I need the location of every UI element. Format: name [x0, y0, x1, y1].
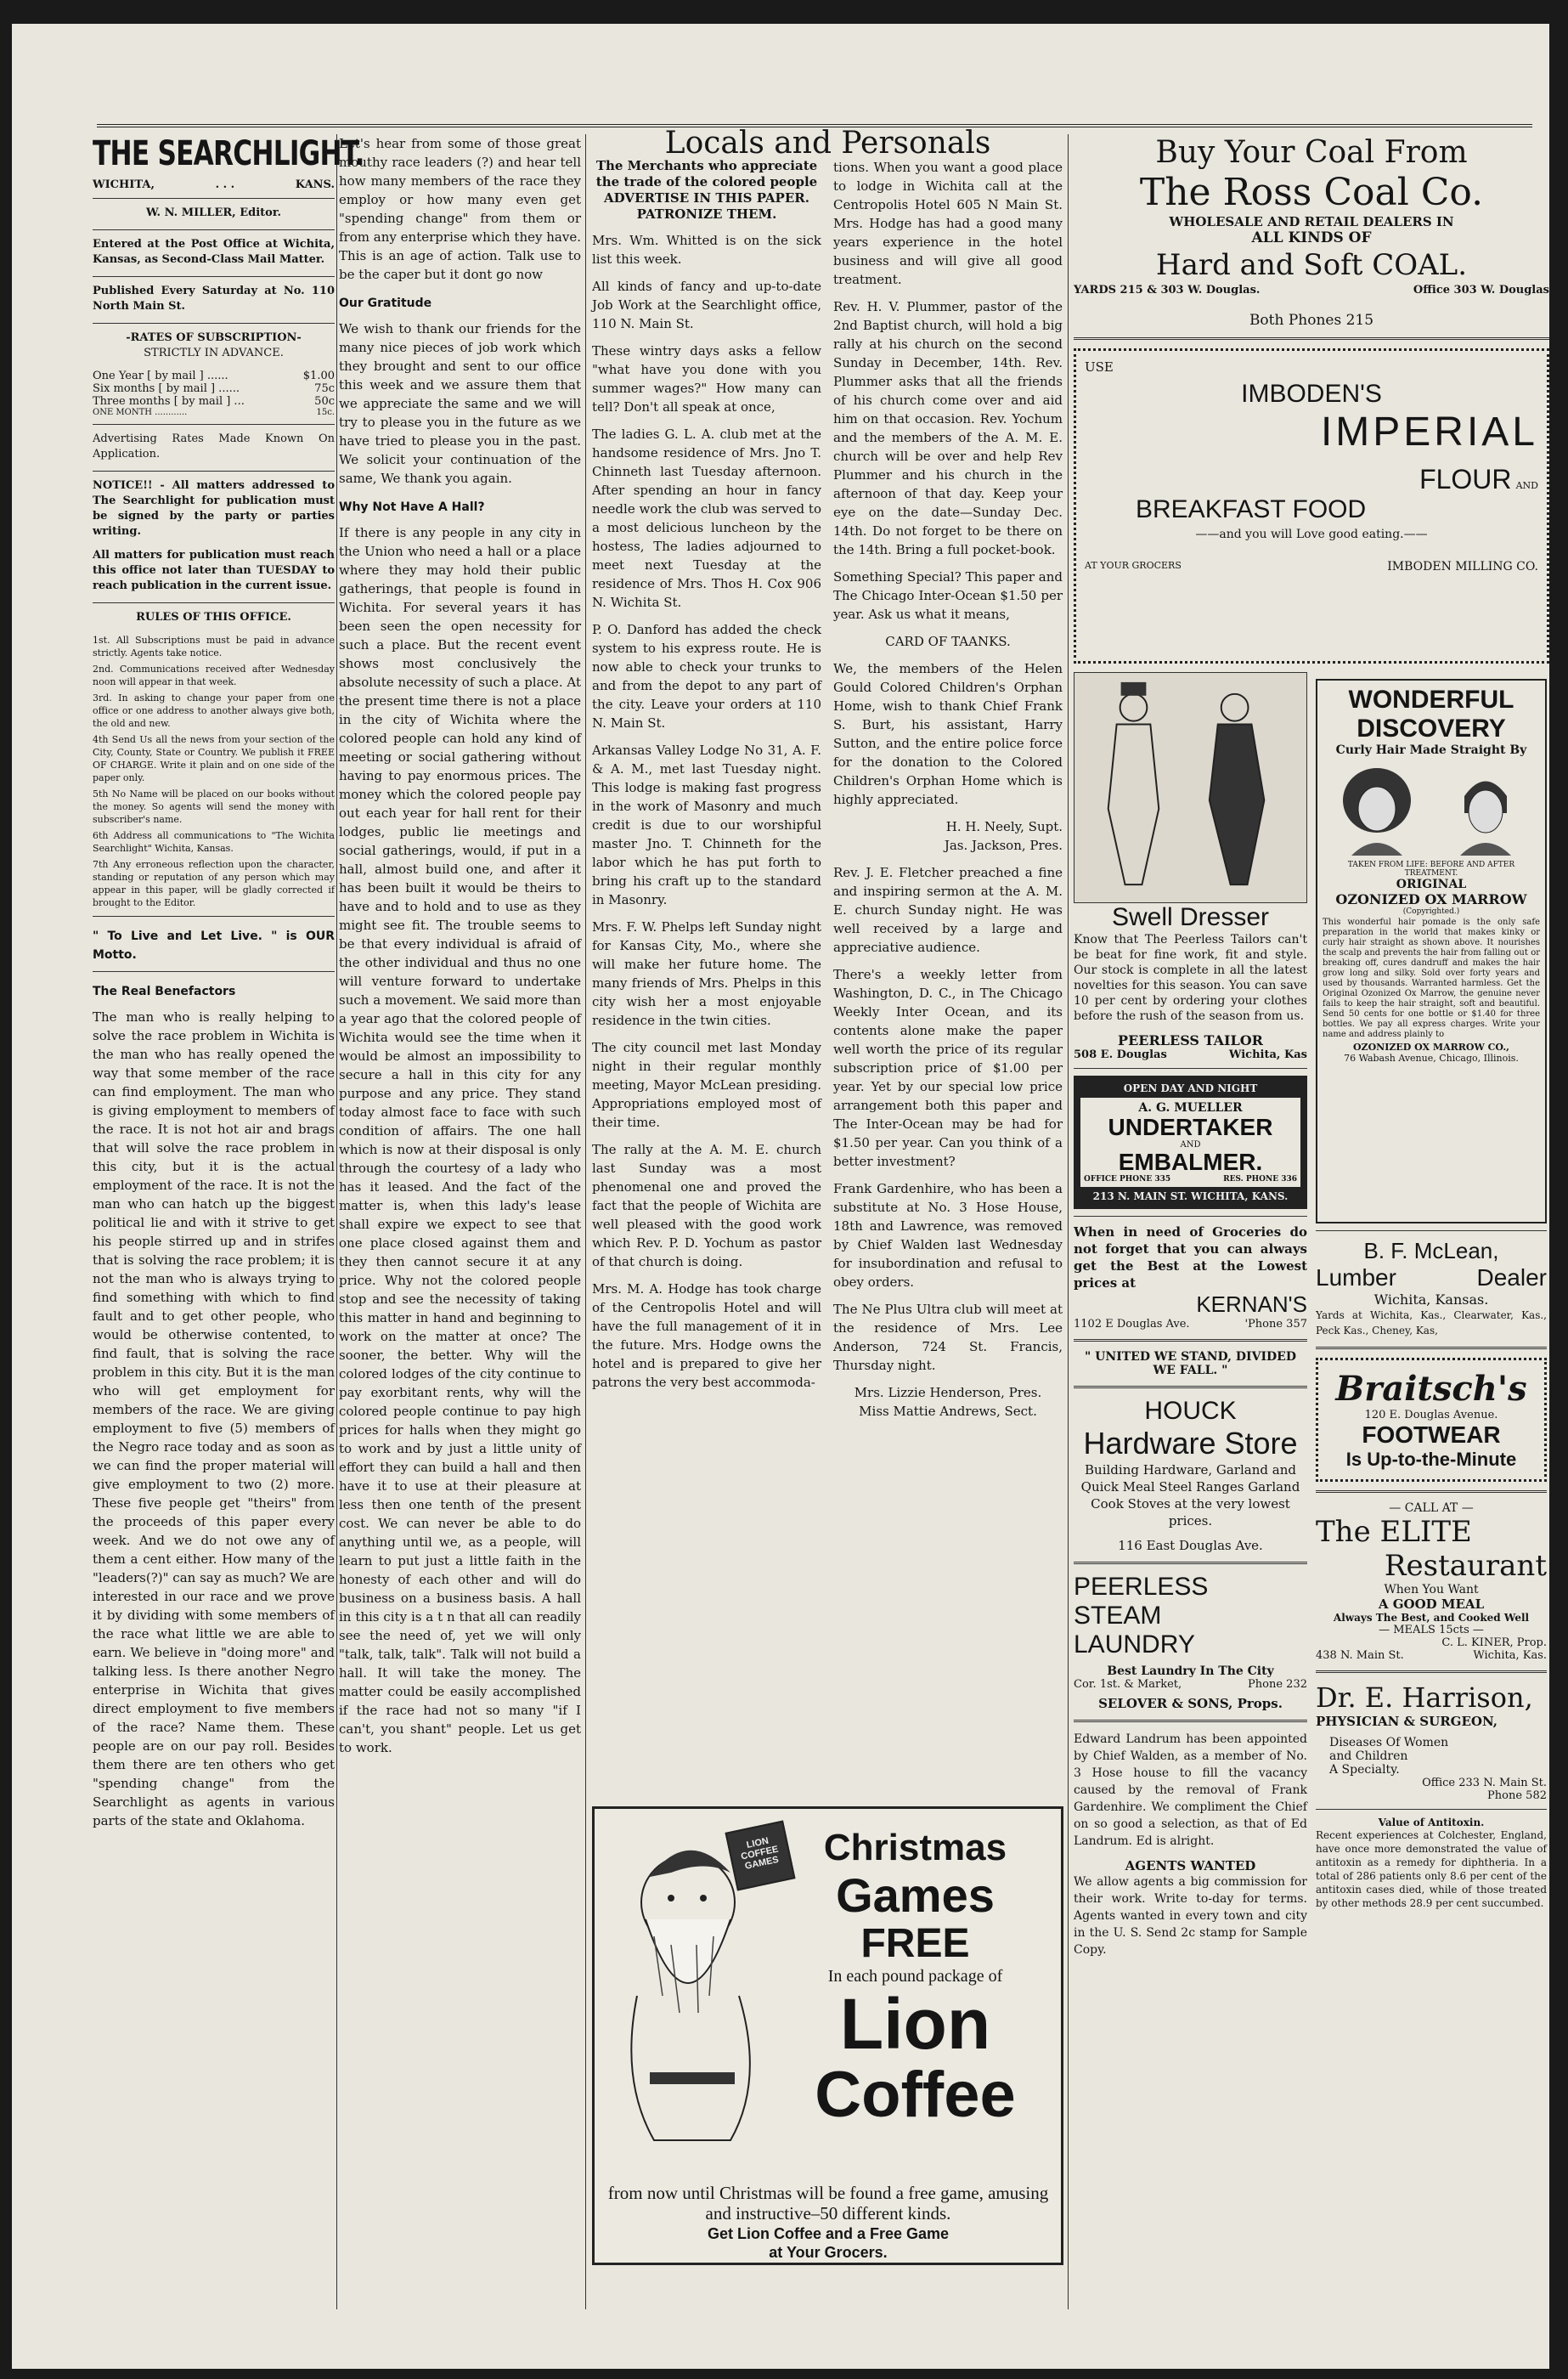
local-item: Rev. H. V. Plummer, pastor of the 2nd Baptist church, will hold a big rally at his church on the second Sunday in December, 14th. Rev. Plummer asks that all the friends of his church come over and aid him on that occasion. Rev. Yochum and the members of the A. M. E. church will be over and help Rev Plummer and his church in the afternoon of that day. Keep your eye on the date—Sunday Dec. 14th. Do not forget to be there on the 14th. Bring a full pocket-book. — [833, 299, 1063, 557]
local-item: Something Special? This paper and The Chicago Inter-Ocean $1.50 per year. Ask us what it means, — [833, 569, 1063, 622]
gentlemen-illustration — [1074, 673, 1306, 902]
locals-left — [592, 158, 821, 1429]
column-divider — [1068, 134, 1069, 2309]
undertaker-ad-panel — [1080, 1098, 1300, 1187]
leaders-paragraph: Let's hear from some of those great mouthy race leaders (?) and hear tell how many members of the race they employ or how many even get "spending change" from them or from any enterprise which they have. This is an age of action. Talk use to be the caper but it dont go now — [339, 136, 581, 282]
rate-row — [93, 382, 335, 395]
rule-item: 5th No Name will be placed on our books without the money. So agents will send the money with subscriber's name. — [93, 788, 335, 825]
undertaker-ad — [1074, 1076, 1307, 1209]
harrison-ad-phone: Phone 582 — [1487, 1789, 1547, 1802]
undertaker-ad-undertaker: UNDERTAKER — [1108, 1114, 1273, 1140]
braitsch-ad-slogan: Is Up-to-the-Minute — [1345, 1449, 1517, 1470]
tailor-ad-text: Know that The Peerless Tailors can't be beat for fine work, fit and style. Our stock is complete in all the latest novelties for this season. You can save 10 per cent by ordering your clothes before the rush of the season from us. — [1074, 933, 1307, 1023]
elite-ad-street: 438 N. Main St. — [1316, 1649, 1404, 1662]
divider — [1316, 1347, 1547, 1349]
lion-ad-detail: from now until Christmas will be found a free game, amusing and instructive–50 different kinds. — [607, 2183, 1049, 2224]
flour-ad-use: USE — [1085, 359, 1114, 375]
flour-ad-brand: IMBODEN'S — [1241, 380, 1382, 408]
tailor-illustration — [1074, 672, 1307, 903]
deadline-notice: All matters for publication must reach this office not later than TUESDAY to reach publication in the current issue. — [93, 549, 335, 592]
flour-ad-footer — [1085, 560, 1538, 574]
grocery-ad-name: KERNAN'S — [1196, 1291, 1307, 1317]
divider — [1316, 1230, 1547, 1231]
houck-ad-store: Hardware Store — [1083, 1426, 1298, 1461]
local-item: P. O. Danford has added the check system to his express route. He is now able to check your trunks to and from the depot to any part of the city. Leave your orders at 110 N. Main St. — [592, 622, 821, 731]
lumber-ad-name: B. F. McLean, — [1363, 1238, 1499, 1263]
local-item: Rev. J. E. Fletcher preached a fine and inspiring sermon at the A. M. E. church Sunday night. He was well received by a large and appreciative audience. — [833, 865, 1063, 955]
discovery-ad-product: OZONIZED OX MARROW — [1335, 891, 1527, 907]
undertaker-ad-embalmer: EMBALMER. — [1118, 1149, 1263, 1175]
undertaker-ad-address: 213 N. MAIN ST. WICHITA, KANS. — [1092, 1190, 1289, 1202]
tailor-ad-city: Wichita, Kas — [1228, 1048, 1307, 1061]
discovery-ad — [1316, 679, 1547, 1223]
coal-ad-kinds: ALL KINDS OF — [1251, 229, 1372, 246]
discovery-ad-copyright: (Copyrighted.) — [1402, 907, 1460, 916]
discovery-ad-original: ORIGINAL — [1396, 878, 1467, 891]
column-2 — [339, 134, 581, 1766]
flour-ad-love: ——and you will Love good eating.—— — [1195, 528, 1428, 541]
tailor-ad-address — [1074, 1048, 1307, 1061]
locals-title: Locals and Personals — [664, 126, 991, 161]
masthead-dateline — [93, 178, 335, 191]
rates-subtitle: STRICTLY IN ADVANCE. — [144, 347, 284, 359]
flour-ad-company: IMBODEN MILLING CO. — [1387, 560, 1538, 574]
local-item: tions. When you want a good place to lodge in Wichita call at the Centropolis Hotel 605 N Main St. Mrs. Hodge has had a good many years experience in the hotel business and will give all good treatment. — [833, 160, 1063, 287]
local-item: Mrs. Wm. Whitted is on the sick list this week. — [592, 233, 821, 267]
laundry-ad-phone: Phone 232 — [1248, 1678, 1307, 1691]
entered-notice: Entered at the Post Office at Wichita, Kansas, as Second-Class Mail Matter. — [93, 238, 335, 266]
hall-body: If there is any people in any city in the Union who need a hall or a place where they may hold their public gatherings, that people is found in Wichita. For several years it has been seen the open necessity for such a place. But the recent event shows most conclusively the absolute necessity of such a place. At the present time there is not a place in the city of Wichita where the colored people can hold any kind of meeting or social gathering without having to pay enormous prices. The money which the colored people pay out each year for hall rent for their lodges, public lie meetings and social gatherings, would, if put in a hall, almost build one, and after it has been built it would be theirs to have and to hold and to use as they might see fit. The trouble seems to be that every individual is afraid of the other individual and thus no one will venture forward to undertake such a movement. We said more than a year ago that the colored people of Wichita would see the time when it would be almost an impossibility to secure a hall in this city for any purpose and any price. They stand today almost face to face with such condition of affairs. The one hall which is now at their disposal is only through the courtesy of a lady who has it leased. And the fact of the matter is, when this lady's lease shall expire we expect to see that one place closed against them and they then cannot secure it at any price. Why not the colored people stop and see the necessity of taking this matter in hand and beginning to work on the matter at once? The sooner, the better. Why will the colored lodges of the city continue to pay exorbitant rents, why will the colored people continue to pay high prices for halls when they might go to work and by just a little unity of effort they can build a hall and then have it to use at their pleasure at less then one tenth of the present cost. We can never be able to do anything until we, as a people, will learn to put just a little faith in the honesty of each other and will do business on a business basis. A hall in this city is a t n that all can readily see the need of, yet we will only "talk, talk, talk". Talk will not build a hall. It will take the money. The matter could be easily accomplished if the race had not so many "if I can't, you shant" people. Let us get to work. — [339, 525, 581, 1755]
laundry-ad-owners: SELOVER & SONS, Props. — [1098, 1696, 1283, 1711]
rule-item: 4th Send Us all the news from your section of the City, County, State or Country. We publish it FREE OF CHARGE. Write it plain and on one side of the paper only. — [93, 734, 335, 783]
divider — [1074, 1562, 1307, 1564]
undertaker-ad-phones — [1084, 1175, 1297, 1184]
local-item: The rally at the A. M. E. church last Sunday was a most phenomenal one and proved the fact that the people of Wichita are well pleased with the good work which Rev. P. D. Yochum as pastor of that church is doing. — [592, 1142, 821, 1269]
rule-item: 2nd. Communications received after Wednesday noon will appear in that week. — [93, 664, 335, 687]
undertaker-ad-and: AND — [1180, 1140, 1201, 1150]
lion-ad-free: FREE — [860, 1921, 970, 1966]
divider — [1316, 1809, 1547, 1810]
local-item: Arkansas Valley Lodge No 31, A. F. & A. M., met last Tuesday night. This lodge is making fast progress in the work of Masonry and much credit is due to our worshipful master Jno. T. Chinneth for the labor which he has put forth to bring his craft up to the standard in Masonry. — [592, 743, 821, 907]
harrison-ad-children: and Children — [1329, 1749, 1408, 1763]
editor-line: W. N. MILLER, Editor. — [145, 206, 282, 219]
lion-ad-coffee: Coffee — [815, 2059, 1016, 2131]
coal-ad-address — [1074, 284, 1549, 297]
rate-label: Six months [ by mail ] ...... — [93, 382, 240, 395]
lion-ad-lion: Lion — [839, 1984, 991, 2064]
rate-label: One Year [ by mail ] ...... — [93, 370, 228, 382]
gratitude-heading: Our Gratitude — [339, 297, 432, 310]
discovery-ad-discovery: DISCOVERY — [1356, 715, 1506, 743]
flour-ad-flour-line — [1085, 464, 1538, 495]
lion-ad-package: In each pound package of — [827, 1967, 1003, 1986]
tailor-ad-title: Swell Dresser — [1111, 903, 1270, 931]
flour-ad-imperial: IMPERIAL — [1320, 410, 1538, 455]
lumber-ad-city: Wichita, Kansas. — [1373, 1291, 1489, 1308]
laundry-ad-steam: STEAM — [1074, 1602, 1162, 1630]
divider — [93, 916, 335, 917]
lumber-ad-dealer: Dealer — [1476, 1264, 1547, 1291]
lumber-ad-lumber: Lumber — [1316, 1264, 1396, 1291]
rate-row — [93, 370, 335, 382]
undertaker-ad-res-phone: RES. PHONE 336 — [1223, 1175, 1297, 1184]
rule-item: 1st. All Subscriptions must be paid in advance strictly. Agents take notice. — [93, 635, 335, 658]
lion-ad-games: Games — [836, 1868, 995, 1922]
undertaker-ad-open: OPEN DAY AND NIGHT — [1123, 1082, 1258, 1094]
divider — [1074, 337, 1549, 340]
laundry-ad-street: Cor. 1st. & Market, — [1074, 1678, 1182, 1691]
masthead-city: WICHITA, — [93, 178, 155, 191]
elite-ad-want: When You Want — [1384, 1583, 1479, 1596]
undertaker-ad-name: A. G. MUELLER — [1138, 1101, 1243, 1115]
coal-ad-company: The Ross Coal Co. — [1139, 171, 1484, 214]
divider — [1074, 1339, 1307, 1342]
elite-ad-restaurant: Restaurant — [1384, 1549, 1547, 1583]
discovery-ad-portraits — [1323, 762, 1540, 856]
laundry-ad-laundry: LAUNDRY — [1074, 1630, 1195, 1659]
houck-ad-address: 116 East Douglas Ave. — [1118, 1538, 1263, 1553]
benefactors-heading: The Real Benefactors — [93, 985, 236, 998]
card-signature: Jas. Jackson, Pres. — [944, 838, 1063, 853]
lion-ad-text — [777, 1826, 1053, 2129]
elite-ad-address — [1316, 1649, 1547, 1662]
coal-ad — [1074, 134, 1549, 329]
rate-row — [93, 395, 335, 408]
undertaker-ad-office-phone: OFFICE PHONE 335 — [1084, 1175, 1171, 1184]
local-item: All kinds of fancy and up-to-date Job Work at the Searchlight office, 110 N. Main St. — [592, 279, 821, 331]
motto: " To Live and Let Live. " is OUR Motto. — [93, 930, 335, 962]
local-item: Mrs. M. A. Hodge has took charge of the Centropolis Hotel and will have the full management of it in the future. Mrs. Hodge owns the hotel and is prepared to give her patrons the very best accommoda- — [592, 1281, 821, 1390]
flour-ad-and: AND — [1515, 480, 1538, 491]
divider — [93, 971, 335, 972]
harrison-ad-title: PHYSICIAN & SURGEON, — [1316, 1714, 1497, 1729]
notice: NOTICE!! - All matters addressed to The Searchlight for publication must be signed by the party or parties writing. — [93, 479, 335, 538]
elite-ad-call: — CALL AT — — [1389, 1501, 1474, 1515]
elite-ad-always: Always The Best, and Cooked Well — [1333, 1612, 1530, 1624]
divider — [1316, 1670, 1547, 1673]
rate-price: 50c — [314, 395, 335, 408]
lumber-ad-yards: Yards at Wichita, Kas., Clearwater, Kas., Peck Kas., Cheney, Kas, — [1316, 1309, 1547, 1336]
tailor-ad-name: PEERLESS TAILOR — [1118, 1032, 1263, 1048]
flour-ad — [1074, 348, 1549, 664]
laundry-ad-address — [1074, 1678, 1307, 1691]
lumber-ad-headline — [1316, 1264, 1547, 1291]
ads-right — [1316, 672, 1547, 1967]
discovery-ad-company: OZONIZED OX MARROW CO., — [1352, 1042, 1510, 1053]
ads-grid — [1074, 672, 1549, 1967]
published-notice: Published Every Saturday at No. 110 North Main St. — [93, 285, 335, 313]
card-body: We, the members of the Helen Gould Colored Children's Orphan Home, wish to thank Chief Frank S. Burt, his assistant, Harry Sutton, and the entire police force for the donation to the Colored Children's Orphan Home which is highly appreciated. — [833, 661, 1063, 807]
lion-ad-cta: Get Lion Coffee and a Free Game — [707, 2225, 950, 2242]
lion-ad-christmas: Christmas — [823, 1827, 1007, 1868]
column-divider — [585, 134, 586, 2309]
rule-item: 3rd. In asking to change your paper from one office or one address to another always give both, the old and new. — [93, 692, 335, 729]
rules-title: RULES OF THIS OFFICE. — [136, 611, 291, 624]
harrison-ad-name: Dr. E. Harrison, — [1316, 1681, 1533, 1714]
masthead-state: KANS. — [295, 178, 335, 191]
flour-ad-grocers: AT YOUR GROCERS — [1085, 560, 1182, 571]
coffee-package: LION COFFEE GAMES — [725, 1820, 795, 1890]
coal-ad-coal: Hard and Soft COAL. — [1155, 248, 1468, 282]
rates-list — [93, 370, 335, 417]
divider — [93, 323, 335, 324]
divider — [93, 198, 335, 199]
divider — [93, 602, 335, 603]
card-title: CARD OF TAANKS. — [885, 634, 1011, 649]
newspaper-page — [12, 24, 1549, 2369]
coal-ad-phones: Both Phones 215 — [1249, 312, 1374, 329]
rate-price: 15c. — [316, 408, 335, 417]
braitsch-ad-address: 120 E. Douglas Avenue. — [1364, 1409, 1498, 1421]
divider — [1074, 1068, 1307, 1069]
laundry-ad-text: Best Laundry In The City — [1107, 1664, 1274, 1678]
discovery-ad-text: This wonderful hair pomade is the only safe preparation in the world that makes kinky or curly hair straight as shown above. It nourishes the scalp and prevents the hair from falling out or breaking off, cures dandruff and makes the hair grow long and silky. Sold over forty years and used by thousands. Warranted harmless. Get the Original Ozonized Ox Marrow, the genuine never fails to keep the hair straight, soft and beautiful. Send 50 cents for one bottle or $1.40 for three bottles. We pay all express charges. Write your name and address plainly to — [1323, 918, 1540, 1039]
after-portrait — [1443, 762, 1528, 856]
before-portrait — [1334, 762, 1419, 856]
advertising-rates: Advertising Rates Made Known On Application. — [93, 432, 335, 461]
discovery-ad-subtitle: Curly Hair Made Straight By — [1335, 743, 1527, 757]
harrison-ad-women: Diseases Of Women — [1329, 1736, 1449, 1749]
braitsch-ad — [1316, 1358, 1547, 1482]
antitoxin-text: Recent experiences at Colchester, England, have once more demonstrated the value of antitoxin as a remedy for diphtheria. In a total of 286 patients only 8.6 per cent of the antitoxin cases died, while of those treated by other methods 28.9 per cent succumbed. — [1316, 1829, 1547, 1909]
column-1 — [93, 134, 364, 1839]
rule-item: 6th Address all communications to "The Wichita Searchlight" Wichita, Kansas. — [93, 830, 335, 854]
rate-row — [93, 408, 335, 417]
braitsch-ad-name: Braitsch's — [1335, 1369, 1527, 1409]
lion-coffee-ad — [592, 1806, 1063, 2265]
local-item: These wintry days asks a fellow "what have you done with you summer wages?" How many can tell? Don't all speak at once, — [592, 343, 821, 415]
hall-heading: Why Not Have A Hall? — [339, 500, 485, 514]
elite-ad-city: Wichita, Kas. — [1473, 1649, 1547, 1662]
landrum-item: Edward Landrum has been appointed by Chief Walden, as a member of No. 3 Hose house to fill the vacancy caused by the removal of Frank Gardenhire. We compliment the Chief on so good a selection, as that of Ed Landrum. Ed is alright. — [1074, 1732, 1307, 1848]
column-divider — [336, 134, 337, 2309]
divider — [1074, 1216, 1307, 1217]
column-locals — [592, 126, 1063, 1800]
gratitude-body: We wish to thank our friends for the many nice pieces of job work which they brought and sent to our office this week and we assure them that we appreciate the same and we will try to please you in the future as we have tried to please you in the past. We solicit your continuation of the same, We thank you again. — [339, 321, 581, 486]
rate-price: 75c — [314, 382, 335, 395]
grocery-ad-phone: 'Phone 357 — [1244, 1318, 1307, 1331]
united-motto: " UNITED WE STAND, DIVIDED WE FALL. " — [1085, 1350, 1296, 1377]
coal-ad-dealers: WHOLESALE AND RETAIL DEALERS IN — [1169, 214, 1454, 229]
tailor-ad-street: 508 E. Douglas — [1074, 1048, 1167, 1061]
agents-title: AGENTS WANTED — [1125, 1858, 1256, 1873]
divider — [1316, 1490, 1547, 1493]
houck-ad-name: HOUCK — [1144, 1397, 1237, 1425]
discovery-ad-address: 76 Wabash Avenue, Chicago, Illinois. — [1344, 1053, 1519, 1064]
local-item: There's a weekly letter from Washington, D. C., in The Chicago Weekly Inter Ocean, and its contents alone make the paper well worth the price of its regular subscription price of $1.00 per year. Yet by our special low price arrangement both this paper and The Inter-Ocean may be had for $1.50 per year. Can you think of a better investment? — [833, 967, 1063, 1169]
masthead-dots: . . . — [215, 178, 235, 191]
local-item: Frank Gardenhire, who has been a substitute at No. 3 Hose House, 18th and Lawrence, was removed by Chief Walden last Wednesday for insubordination and refusal to obey orders. — [833, 1181, 1063, 1290]
grocery-ad-street: 1102 E Douglas Ave. — [1074, 1318, 1190, 1331]
elite-ad-name: The ELITE — [1316, 1515, 1472, 1549]
harrison-ad-office: Office 233 N. Main St. — [1422, 1777, 1547, 1789]
masthead-title: THE SEARCHLIGHT. — [93, 134, 364, 173]
divider — [93, 471, 335, 472]
column-ads — [1074, 134, 1549, 2360]
rate-label: ONE MONTH ............ — [93, 408, 188, 417]
braitsch-ad-footwear: FOOTWEAR — [1362, 1421, 1501, 1448]
coal-ad-headline: Buy Your Coal From — [1155, 135, 1468, 170]
discovery-ad-wonderful: WONDERFUL — [1348, 686, 1514, 714]
discovery-ad-caption: TAKEN FROM LIFE: BEFORE AND AFTER TREATMENT. — [1347, 861, 1515, 878]
ads-left — [1074, 672, 1307, 1967]
divider — [93, 229, 335, 230]
grocery-ad-address — [1074, 1318, 1307, 1331]
local-item: The ladies G. L. A. club met at the handsome residence of Mrs. Jno T. Chinneth last Tuesday afternoon. After spending an hour in fancy needle work the club was served to a most delicious luncheon by the hostess, The ladies adjourned to meet next Tuesday at the residence of Mrs. Thos H. Cox 906 N. Wichita St. — [592, 427, 821, 610]
rate-label: Three months [ by mail ] ... — [93, 395, 245, 408]
divider — [93, 424, 335, 425]
benefactors-body: The man who is really helping to solve the race problem in Wichita is the man who has really opened the way that some member of the race can find employment. The man who is giving employment to members of the race. It is not hot air and brags that will solve the race problem in this city, but it is the actual employment of the race. It is not the man who can hatch up the biggest political lie and with it strive to get his people stirred up and in strifes that is solving the race problem; it is not the man who is always trying to find something with which to find fault and to get other people, who would be otherwise contented, to find fault, that is solving the race problem in this city. But it is the man who will get employment for members of the race. We are giving employment to five (5) members of the Negro race today and as soon as we can find the proper material will give employment to two (2) more. These five people get "theirs" from the proceeds of this paper every week. And we do not owe any of them a cent either. How many of the "leaders(?)" can say as much? We are interested in our race and we prove it by dividing with some members of the race what little we are able to earn. We believe in "doing more" and talking less. Is there another Negro enterprise in Wichita that gives direct employment to five members of the race? Name them. These people are on our pay roll. Besides them there are ten others who get "spending change" from the Searchlight as agents in various parts of the state and Oklahoma. — [93, 1009, 335, 1828]
local-item: The Ne Plus Ultra club will meet at the residence of Mrs. Lee Anderson, 724 St. Francis, Thursday night. — [833, 1302, 1063, 1373]
club-signature: Miss Mattie Andrews, Sect. — [859, 1404, 1037, 1419]
coal-ad-yards: YARDS 215 & 303 W. Douglas. — [1074, 284, 1261, 297]
antitoxin-title: Value of Antitoxin. — [1378, 1817, 1485, 1828]
agents-text: We allow agents a big commission for their work. Write to-day for terms. Agents wanted in every town and city in the U. S. Send 2c stamp for Sample Copy. — [1074, 1875, 1307, 1957]
houck-ad-text: Building Hardware, Garland and Quick Meal Steel Ranges Garland Cook Stoves at the very lowest prices. — [1080, 1462, 1300, 1529]
divider — [1074, 1386, 1307, 1388]
local-item: Mrs. F. W. Phelps left Sunday night for Kansas City, Mo., where she will make her future home. The many friends of Mrs. Phelps in this city wish her a most enjoyable residence in the twin cities. — [592, 919, 821, 1028]
rates-title: -RATES OF SUBSCRIPTION- — [126, 331, 302, 344]
club-signature: Mrs. Lizzie Henderson, Pres. — [854, 1385, 1042, 1400]
grocery-ad-text: When in need of Groceries do not forget that you can always get the Best at the Lowest prices at — [1074, 1224, 1307, 1291]
coal-ad-office: Office 303 W. Douglas — [1413, 284, 1549, 297]
rule-item: 7th Any erroneous reflection upon the character, standing or reputation of any person which may appear in this paper, will be gladly corrected if brought to the Editor. — [93, 859, 335, 908]
merchants-notice: The Merchants who appreciate the trade of the colored people ADVERTISE IN THIS PAPER. PATRONIZE THEM. — [595, 158, 818, 222]
local-item: The city council met last Monday night in their regular monthly meeting, Mayor McLean presiding. Appropriations employed most of their time. — [592, 1040, 821, 1130]
elite-ad-prop: C. L. KINER, Prop. — [1441, 1636, 1547, 1649]
divider — [93, 276, 335, 277]
locals-right — [833, 158, 1063, 1429]
flour-ad-breakfast: BREAKFAST FOOD — [1136, 495, 1367, 523]
elite-ad-price: — MEALS 15cts — — [1379, 1624, 1484, 1636]
card-signature: H. H. Neely, Supt. — [945, 819, 1063, 834]
laundry-ad-peerless: PEERLESS — [1074, 1573, 1209, 1601]
locals-columns — [592, 158, 1063, 1429]
lion-ad-cta2: at Your Grocers. — [769, 2244, 888, 2261]
flour-ad-flour: FLOUR — [1419, 464, 1512, 494]
divider — [1074, 1720, 1307, 1722]
elite-ad-meal: A GOOD MEAL — [1378, 1596, 1485, 1612]
harrison-ad-specialty: A Specialty. — [1329, 1763, 1400, 1777]
rate-price: $1.00 — [302, 370, 335, 382]
